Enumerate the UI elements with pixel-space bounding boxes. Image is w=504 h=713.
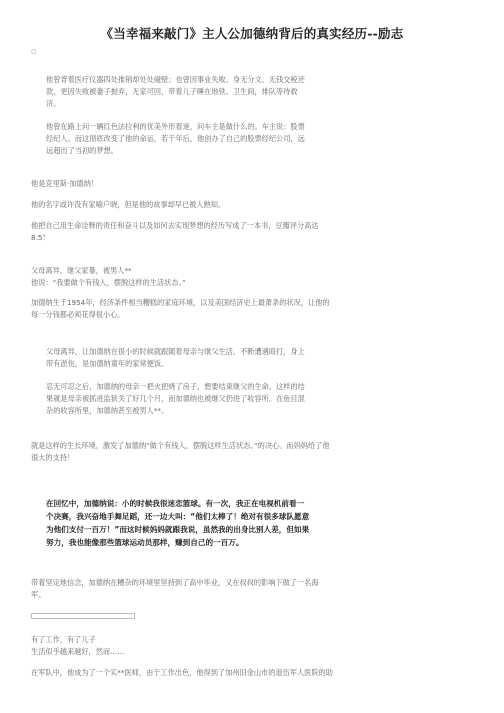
paragraph-7: 加德纳生于1954年，经济条件相当糟糕的家庭环境，以及美国经济史上最萧条的状况，让他的 每一分钱都必须花得很小心。 (31, 298, 330, 319)
paragraph-6: 父母离异，继父家暴，被男人** 他说：“我要做个有钱人，摆脱这样的生活状态。” (31, 266, 186, 287)
paragraph-14: 在军队中，他成为了一个实**医师，由于工作出色，他得到了加州旧金山市的退伍军人医院的助 (31, 668, 333, 677)
page-title: 《当幸福来敲门》主人公加德纳背后的真实经历--励志 (100, 26, 404, 41)
paragraph-8: 父母离异，让加德纳在很小的时候就跟随着母亲与继父生活，不断遭遇殴打，身上 带有淤伤，是加德纳童年的家常便饭。 (46, 347, 305, 368)
paragraph-12: 带着坚定地信念，加德纳在糟杂的环境里坚持到了高中毕业，又在叔叔的影响下做了一名海 军。 (31, 578, 319, 599)
paragraph-3: 他是克里斯·加德纳！ (31, 179, 98, 188)
circle-icon: ○ (31, 48, 37, 55)
paragraph-13: 有了工作，有了儿子 生活似乎越来越好，然而…… (31, 635, 125, 656)
paragraph-10: 就是这样的生长环境，激发了加德纳“做个有钱人，摆脱这样生活状态。”的决心。而妈妈给了他 很大的支持！ (31, 441, 330, 462)
paragraph-4: 他的名字或许没有家喻户晓，但是他的故事却早已被人熟知。 (31, 200, 226, 209)
quote-paragraph: 在回忆中，加德纳说：小的时候我很迷恋篮球。有一次，我正在电视机前看一 个决赛，我兴奋地手舞足蹈，还一边大叫：“他们太棒了！绝对有很多球队愿意 为他们支付一百万！”而这时候妈妈就跟我说，虽然我的出身比别人差，但如果 努力，我也能像那些篮球运动员那样，赚到自己的一百万。 (46, 499, 310, 547)
divider-box (31, 613, 135, 619)
paragraph-9: 忍无可忍之后，加德纳的母亲一把火把烧了房子，想要结束继父的生命。这样的结 果就是母亲被抓进监狱关了好几个月，而加德纳也被继父扔进了收容所。在鱼目混 杂的收容所里，加德纳甚至被男人**。 (46, 382, 305, 415)
paragraph-1: 他曾背着医疗仪器四处推销却处处碰壁；也曾因事业失败、身无分文、无钱交税还 款、更因失败被妻子抛弃，无家可回，带着儿子睡在地铁、卫生间，排队等待救 济。 (46, 75, 305, 108)
paragraph-5: 他把自己用生命诠释的责任和奋斗以及如何去实现梦想的经历写成了一本书，豆瓣评分高达 8.5！ (31, 221, 319, 242)
paragraph-2: 他曾在路上问一辆红色法拉利的优美外形着迷，问车主是做什么的。车主说：股票 经纪人。而这彻底改变了他的命运，若干年后，他创办了自己的股票经纪公司，远 远超出了当初的梦想。 (46, 122, 305, 155)
